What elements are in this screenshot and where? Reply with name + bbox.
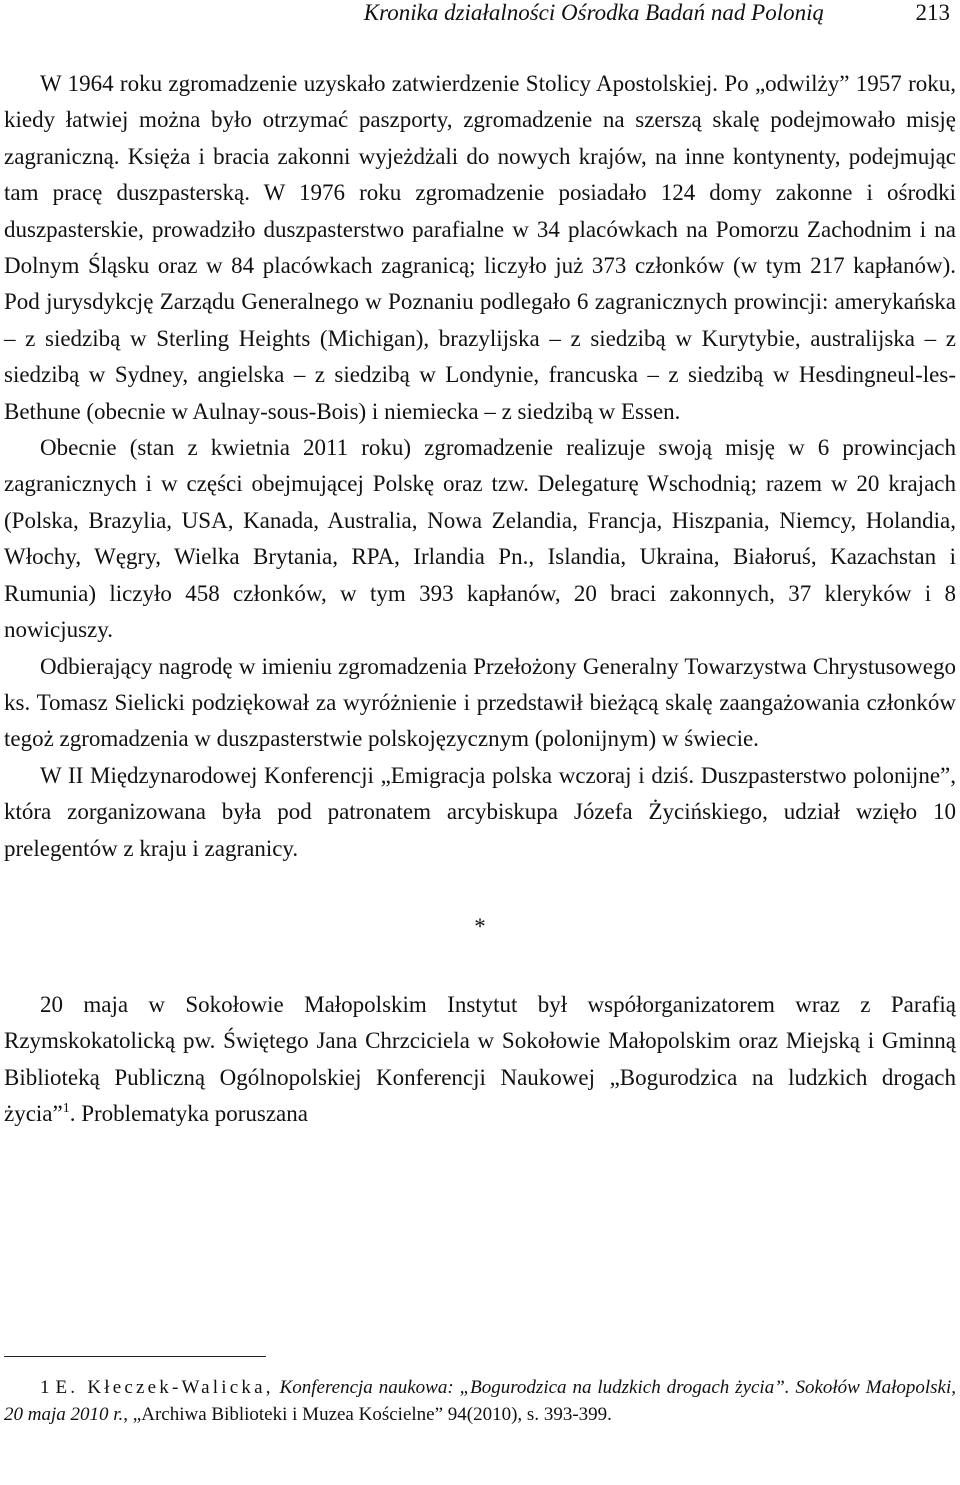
paragraph-5-text: 20 maja w Sokołowie Małopolskim Instytut był współorganizatorem wraz z Parafią Rzymskokatolicką pw. Świętego Jana Chrzciciela w Sokołowie Małopolskim oraz Miejską i Gminną Biblioteką Publiczną Ogólnopolskiej Konferencji Naukowej „Bogurodzica na ludzkich drogach życia” <box>4 991 956 1127</box>
paragraph-1: W 1964 roku zgromadzenie uzyskało zatwierdzenie Stolicy Apostolskiej. Po „odwilży” 1957 roku, kiedy łatwiej można było otrzymać paszporty, zgromadzenie na szerszą skalę podejmowało misję zagraniczną. Księża i bracia zakonni wyjeżdżali do nowych krajów, na inne kontynenty, podejmując tam pracę duszpasterską. W 1976 roku zgromadzenie posiadało 124 domy zakonne i ośrodki duszpasterskie, prowadziło duszpasterstwo parafialne w 34 placówkach na Pomorzu Zachodnim i na Dolnym Śląsku oraz w 84 placówkach zagranicą; liczyło już 373 członków (w tym 217 kapłanów). Pod jurysdykcję Zarządu Generalnego w Poznaniu podlegało 6 zagranicznych prowincji: amerykańska – z siedzibą w Sterling Heights (Michigan), brazylijska – z siedzibą w Kurytybie, australijska – z siedzibą w Sydney, angielska – z siedzibą w Londynie, francuska – z siedzibą w Hesdingneul-les-Bethune (obecnie w Aulnay-sous-Bois) i niemiecka – z siedzibą w Essen. <box>4 71 956 424</box>
running-title: Kronika działalności Ośrodka Badań nad Polonią <box>363 0 824 25</box>
footnote-mark: 1 <box>40 1377 50 1398</box>
footnote-title: Konferencja naukowa: „Bogurodzica na ludzkich drogach życia”. Sokołów Małopolski, 20 maja 2010 r. <box>4 1377 956 1425</box>
running-header <box>0 0 956 32</box>
footnote-citation: , „Archiwa Biblioteki i Muzea Kościelne” 94(2010), s. 393-399. <box>123 1404 612 1425</box>
footnote-author: E. Kłeczek-Walicka, <box>55 1377 274 1398</box>
paragraph-3: Odbierający nagrodę w imieniu zgromadzenia Przełożony Generalny Towarzystwa Chrystusowego ks. Tomasz Sielicki podziękował za wyróżnienie i przedstawił bieżącą skalę zaangażowania członków tegoż zgromadzenia w duszpasterstwie polskojęzycznym (polonijnym) w świecie. <box>4 653 956 752</box>
main-text <box>4 66 956 1133</box>
paragraph-5-text-end: . Problematyka poruszana <box>69 1101 308 1127</box>
footnote-divider <box>4 1356 266 1357</box>
section-separator: * <box>474 913 486 939</box>
page-number: 213 <box>915 0 950 25</box>
footnote-reference[interactable]: 1 <box>62 1101 70 1117</box>
paragraph-5 <box>4 987 956 1133</box>
paragraph-4: W II Międzynarodowej Konferencji „Emigracja polska wczoraj i dziś. Duszpasterstwo polonijne”, która zorganizowana była pod patronatem arcybiskupa Józefa Życińskiego, udział wzięło 10 prelegentów z kraju i zagranicy. <box>4 762 956 861</box>
footnote <box>4 1374 956 1428</box>
paragraph-2: Obecnie (stan z kwietnia 2011 roku) zgromadzenie realizuje swoją misję w 6 prowincjach zagranicznych i w części obejmującej Polskę oraz tzw. Delegaturę Wschodnią; razem w 20 krajach (Polska, Brazylia, USA, Kanada, Australia, Nowa Zelandia, Francja, Hiszpania, Niemcy, Holandia, Włochy, Węgry, Wielka Brytania, RPA, Irlandia Pn., Islandia, Ukraina, Białoruś, Kazachstan i Rumunia) liczyło 458 członków, w tym 393 kapłanów, 20 braci zakonnych, 37 kleryków i 8 nowicjuszy. <box>4 435 956 643</box>
